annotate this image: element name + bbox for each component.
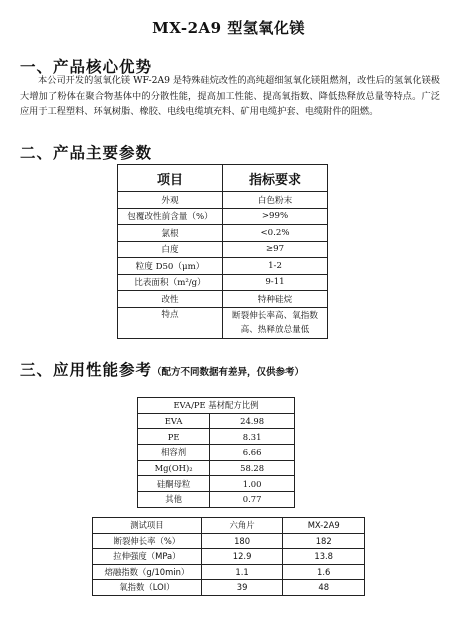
- test-value-a: 12.9: [201, 549, 283, 565]
- performance-note: （配方不同数据有差异，仅供参考）: [152, 367, 305, 378]
- table-row: [93, 549, 365, 565]
- formula-name: Mg(OH)₂: [138, 460, 210, 476]
- param-name: 改性: [118, 291, 223, 308]
- test-value-a: 180: [201, 533, 283, 549]
- table-row: [118, 241, 328, 258]
- table-row: [138, 460, 295, 476]
- section-heading-parameters: 二、产品主要参数: [20, 143, 153, 162]
- test-item: 氧指数（LOI）: [93, 580, 202, 596]
- table-row: [138, 413, 295, 429]
- column-header-test-item: 测试项目: [93, 518, 202, 534]
- formula-name: PE: [138, 429, 210, 445]
- test-value-b: 48: [283, 580, 365, 596]
- param-value: 1-2: [223, 258, 328, 275]
- table-header-row: [118, 165, 328, 192]
- table-row: [118, 274, 328, 291]
- test-item: 拉伸强度（MPa）: [93, 549, 202, 565]
- table-row: [118, 258, 328, 275]
- param-value: ≥97: [223, 241, 328, 258]
- formula-value: 1.00: [210, 476, 295, 492]
- param-name: 外观: [118, 192, 223, 209]
- table-row: [138, 492, 295, 508]
- param-name: 比表面积（m²/g）: [118, 274, 223, 291]
- table-row: [93, 564, 365, 580]
- param-value: 白色粉末: [223, 192, 328, 209]
- column-header-hexagonal: 六角片: [201, 518, 283, 534]
- table-row: [138, 429, 295, 445]
- table-header-row: [138, 398, 295, 414]
- test-value-a: 1.1: [201, 564, 283, 580]
- column-header-spec: 指标要求: [223, 165, 328, 192]
- advantages-paragraph: [20, 73, 440, 120]
- param-value: <0.2%: [223, 225, 328, 242]
- formula-value: 0.77: [210, 492, 295, 508]
- formula-value: 24.98: [210, 413, 295, 429]
- formula-table: [137, 397, 295, 508]
- param-name: 粒度 D50（μm）: [118, 258, 223, 275]
- test-value-b: 182: [283, 533, 365, 549]
- formula-name: EVA: [138, 413, 210, 429]
- performance-heading-text: 三、应用性能参考: [20, 360, 153, 379]
- formula-name: 其他: [138, 492, 210, 508]
- param-name: 包覆改性前含量（%）: [118, 208, 223, 225]
- test-item: 熔融指数（g/10min）: [93, 564, 202, 580]
- test-value-a: 39: [201, 580, 283, 596]
- table-row: [118, 307, 328, 338]
- param-value: 断裂伸长率高、氧指数高、热释放总量低: [223, 307, 328, 338]
- formula-value: 8.31: [210, 429, 295, 445]
- table-row: [118, 208, 328, 225]
- formula-value: 6.66: [210, 445, 295, 461]
- formula-name: 相容剂: [138, 445, 210, 461]
- test-value-b: 13.8: [283, 549, 365, 565]
- test-item: 断裂伸长率（%）: [93, 533, 202, 549]
- column-header-item: 项目: [118, 165, 223, 192]
- table-row: [118, 192, 328, 209]
- param-value: 特种硅烷: [223, 291, 328, 308]
- test-value-b: 1.6: [283, 564, 365, 580]
- table-row: [118, 291, 328, 308]
- param-name: 氯根: [118, 225, 223, 242]
- page-title: MX-2A9 型氢氧化镁: [152, 19, 305, 37]
- param-name: 特点: [118, 307, 223, 338]
- table-row: [138, 476, 295, 492]
- section-heading-performance: [20, 358, 304, 380]
- formula-name: 硅酮母粒: [138, 476, 210, 492]
- table-row: [93, 580, 365, 596]
- table-row: [118, 225, 328, 242]
- column-header-mx2a9: MX-2A9: [283, 518, 365, 534]
- param-value: 9-11: [223, 274, 328, 291]
- formula-table-title: EVA/PE 基材配方比例: [138, 398, 295, 414]
- table-header-row: [93, 518, 365, 534]
- parameters-table: [117, 164, 328, 339]
- section-heading-advantages: 一、产品核心优势: [20, 57, 153, 76]
- table-row: [93, 533, 365, 549]
- param-name: 白度: [118, 241, 223, 258]
- formula-value: 58.28: [210, 460, 295, 476]
- test-results-table: [92, 517, 365, 596]
- param-value: >99%: [223, 208, 328, 225]
- advantages-text: 本公司开发的氢氧化镁 WF-2A9 是特殊硅烷改性的高纯超细氢氧化镁阻燃剂，改性后的氢氧化镁极大增加了粉体在聚合物基体中的分散性能，提高加工性能、提高氧指数、降低热释放总量等特点。广泛应用于工程塑料、环氧树脂、橡胶、电线电缆填充料、矿用电缆护套、电缆附件的阻燃。: [20, 75, 440, 117]
- table-row: [138, 445, 295, 461]
